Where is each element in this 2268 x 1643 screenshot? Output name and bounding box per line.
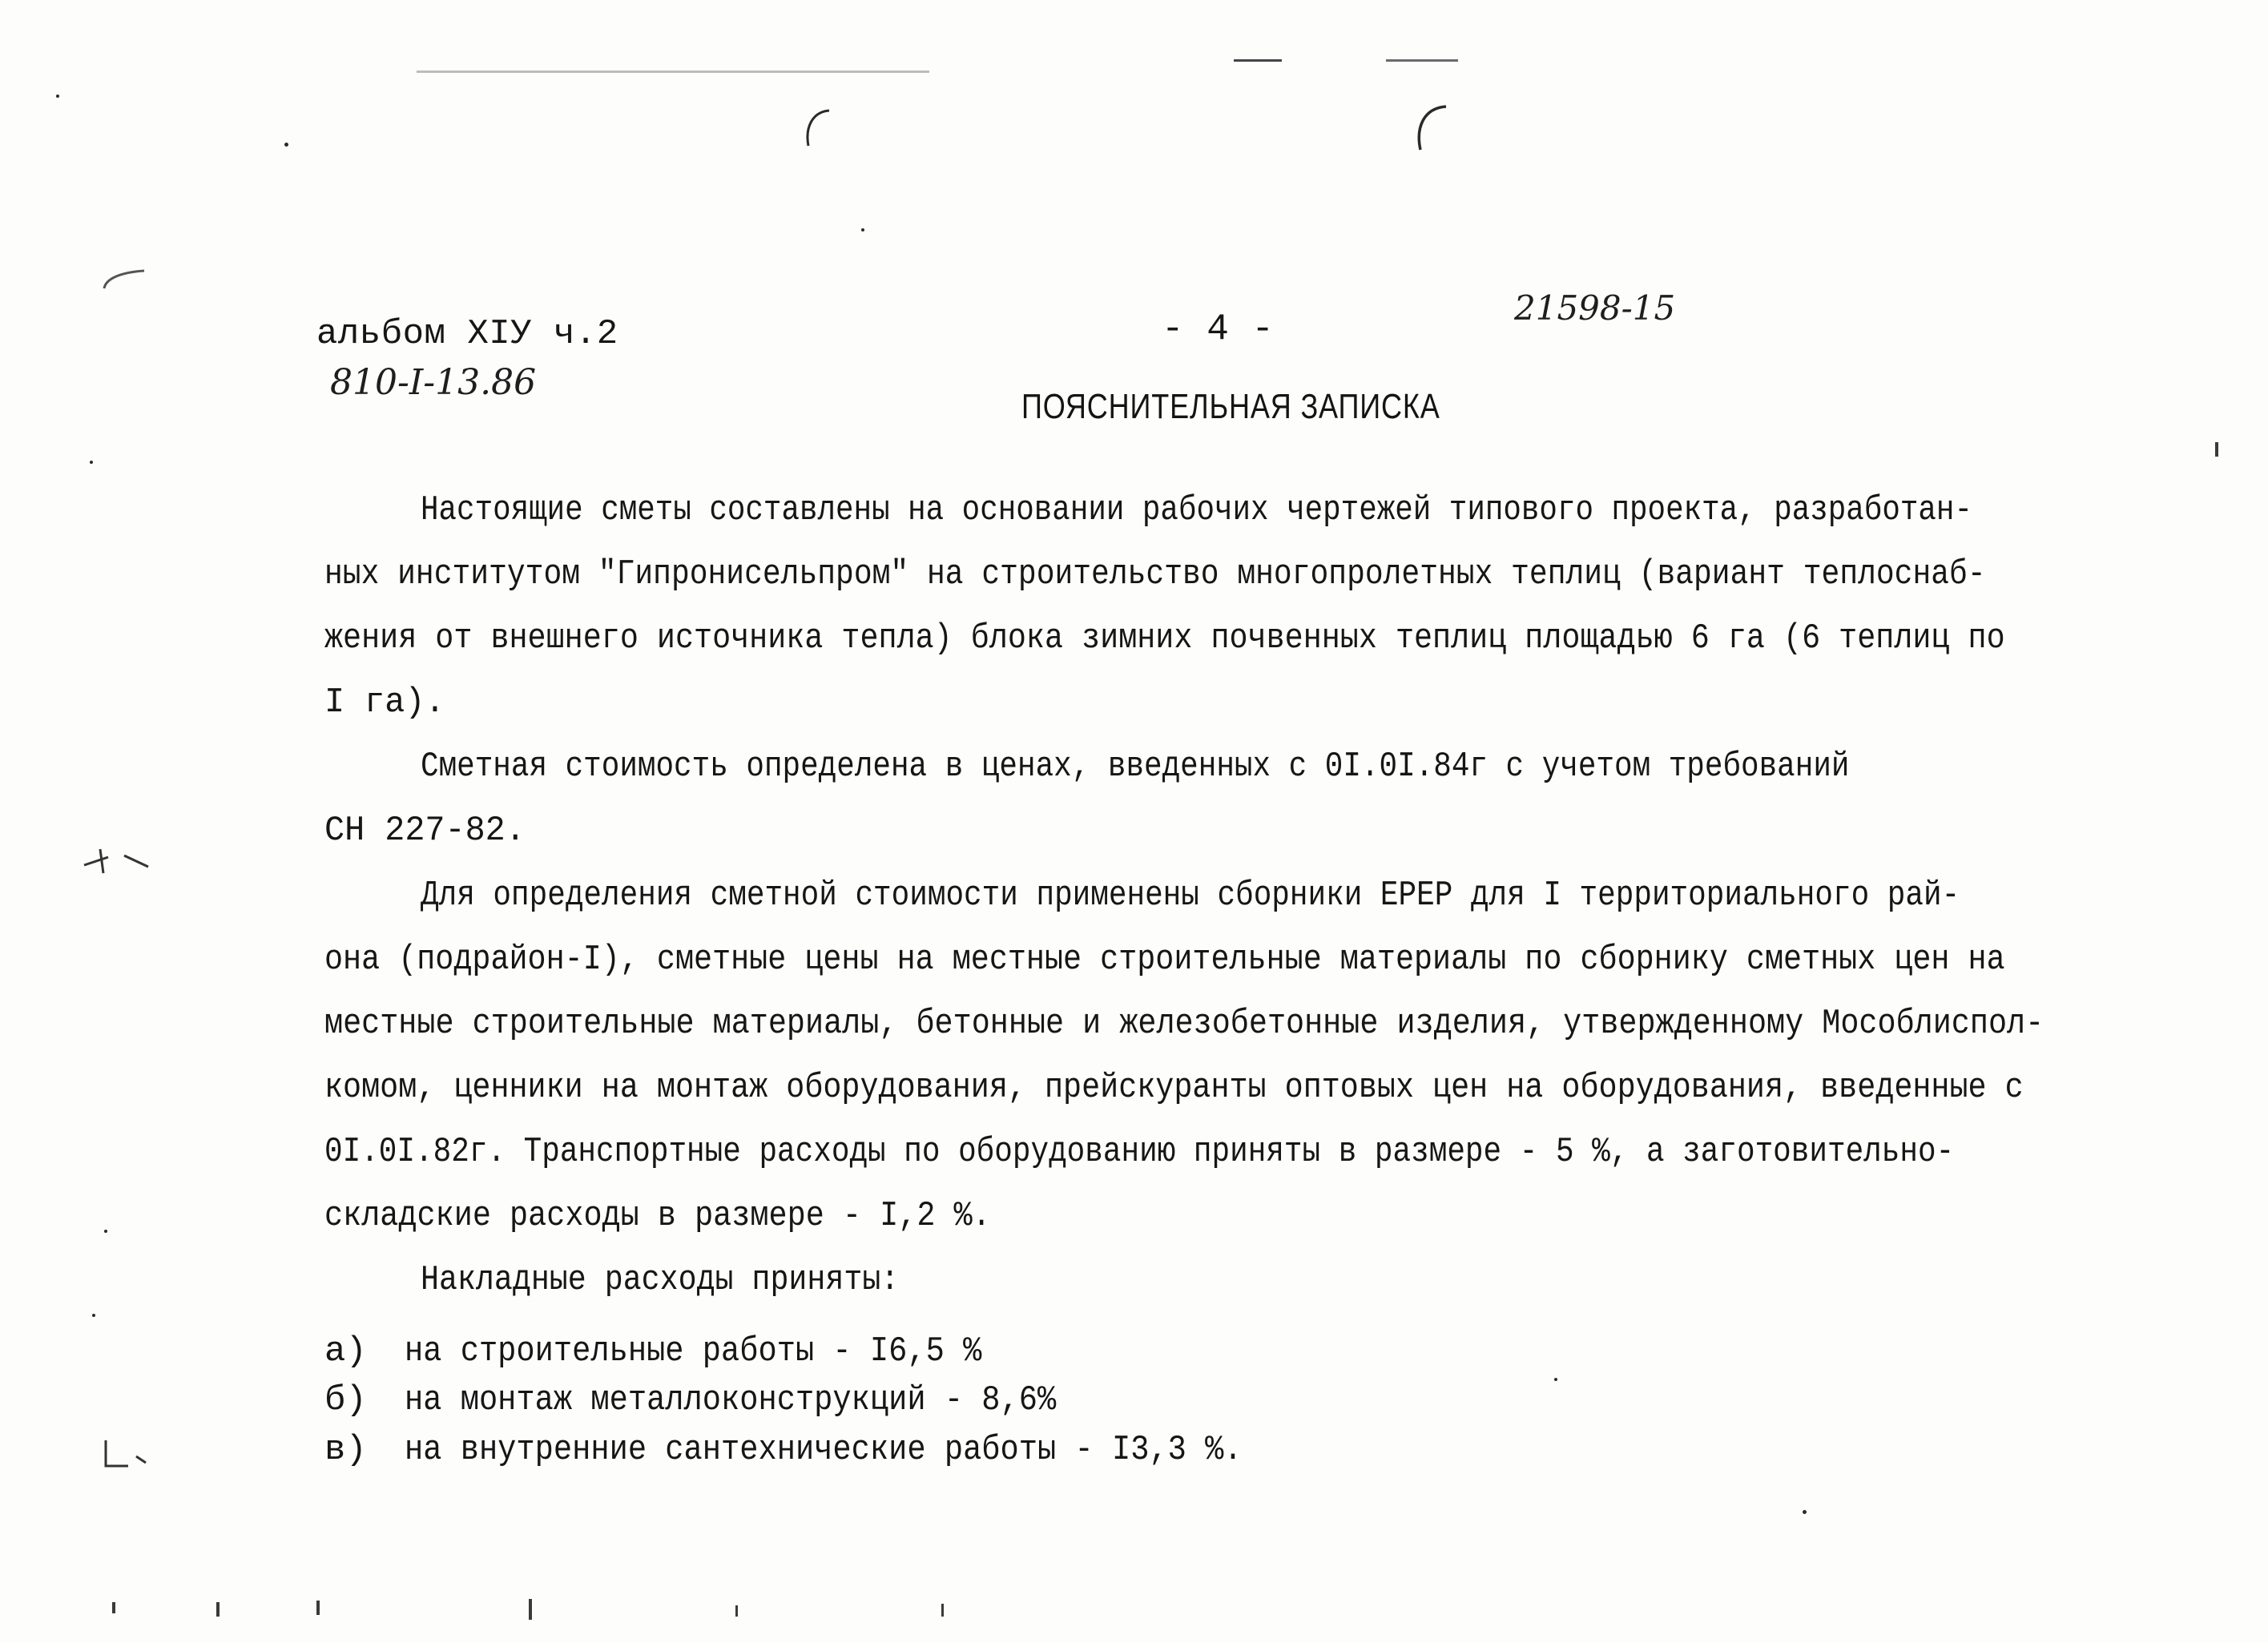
punch-mark-icon (1406, 100, 1454, 156)
overhead-list-item: на строительные работы - I6,5 % (405, 1331, 982, 1371)
overhead-list-item: на внутренние сантехнические работы - I3,3 %. (405, 1430, 1243, 1470)
paragraph-line: жения от внешнего источника тепла) блока зимних почвенных теплиц площадью 6 га (6 теплиц по (324, 618, 2005, 658)
paragraph-line: Сметная стоимость определена в ценах, введенных с 0I.0I.84г с учетом требований (421, 747, 1850, 787)
scan-artifact-mark (735, 1605, 738, 1617)
paragraph-line: местные строительные материалы, бетонные и железобетонные изделия, утвержденному Мособлиспол- (324, 1004, 2044, 1044)
paragraph-line: складские расходы в размере - I,2 %. (324, 1196, 991, 1236)
scan-speck (861, 228, 864, 232)
scan-speck (90, 461, 93, 464)
paragraph-line: Накладные расходы приняты: (421, 1260, 900, 1300)
scan-artifact-mark (529, 1599, 532, 1620)
paragraph-line: Для определения сметной стоимости применены сборники ЕРЕР для I территориального рай- (421, 876, 1960, 916)
scan-artifact-mark (2215, 442, 2218, 457)
paragraph-line: она (подрайон-I), сметные цены на местные строительные материалы по сборнику сметных цен на (324, 940, 2005, 980)
scan-artifact-mark (216, 1602, 220, 1617)
scan-artifact-mark (112, 1602, 115, 1613)
scan-speck (1554, 1378, 1557, 1381)
scan-speck (92, 1314, 95, 1317)
scan-artifact-icon (96, 1434, 160, 1474)
document-number-handwritten: 21598-15 (1514, 288, 1676, 328)
scan-artifact-mark (941, 1604, 944, 1617)
scan-speck (1803, 1510, 1807, 1514)
scan-artifact-top-line (417, 70, 929, 73)
scan-artifact-icon (88, 264, 152, 296)
overhead-list-item: на монтаж металлоконструкций - 8,6% (405, 1380, 1057, 1420)
overhead-list-marker: б) (324, 1380, 367, 1420)
scan-artifact-top-line (1386, 59, 1458, 62)
paragraph-line: I га). (324, 683, 445, 723)
paragraph-line: ных институтом "Гипронисельпром" на строительство многопролетных теплиц (вариант теплоснаб- (324, 554, 1986, 594)
paragraph-line: СН 227-82. (324, 811, 526, 851)
overhead-list-marker: а) (324, 1331, 367, 1371)
page-title: ПОЯСНИТЕЛЬНАЯ ЗАПИСКА (1021, 387, 1440, 426)
paragraph-line: Настоящие сметы составлены на основании рабочих чертежей типового проекта, разработан- (421, 490, 1972, 530)
scan-artifact-mark (316, 1601, 320, 1615)
page-number: - 4 - (1162, 308, 1275, 350)
scan-speck (284, 143, 288, 147)
project-code-handwritten: 810-I-13.86 (330, 362, 537, 403)
scan-artifact-top-line (1234, 59, 1282, 62)
paragraph-line: 0I.0I.82г. Транспортные расходы по оборудованию приняты в размере - 5 %, а заготовительно- (324, 1132, 1955, 1172)
scan-artifact-icon (76, 841, 164, 881)
scan-speck (104, 1230, 107, 1233)
overhead-list-marker: в) (324, 1430, 367, 1470)
scan-speck (56, 95, 59, 98)
album-label: альбом XIУ ч.2 (316, 314, 618, 354)
punch-mark-icon (797, 104, 837, 152)
paragraph-line: комом, ценники на монтаж оборудования, прейскуранты оптовых цен на оборудования, введенные с (324, 1068, 2024, 1108)
